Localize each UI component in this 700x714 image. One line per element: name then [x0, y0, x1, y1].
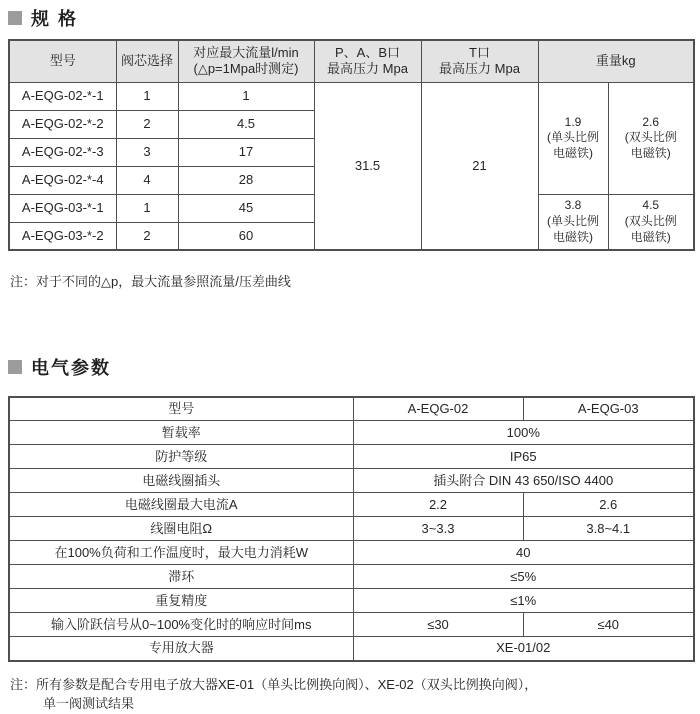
elec-row-duty-cycle — [9, 421, 694, 445]
elec-value-eqg03-cell: 2.6 — [523, 493, 694, 517]
elec-label-cell: 防护等级 — [9, 445, 353, 469]
weight-value: 2.6 — [642, 114, 660, 129]
elec-span-value-cell: 插头附合 DIN 43 650/ISO 4400 — [353, 469, 694, 493]
spec-spool-cell: 1 — [116, 194, 178, 222]
elec-label-cell: 线圈电阻Ω — [9, 517, 353, 541]
elec-span-value-cell: 40 — [353, 541, 694, 565]
spec-flow-cell: 4.5 — [178, 110, 314, 138]
elec-value-eqg02-cell: ≤30 — [353, 613, 523, 637]
elec-label-cell: 重复精度 — [9, 589, 353, 613]
elec-span-value-cell: ≤1% — [353, 589, 694, 613]
spec-flow-cell: 45 — [178, 194, 314, 222]
spec-model-cell: A-EQG-02-*-1 — [9, 82, 116, 110]
weight-value: 1.9 — [564, 114, 582, 129]
spec-header-pab-pressure — [314, 40, 421, 82]
spec-weight-eqg02-double-cell — [608, 82, 694, 194]
spec-header-model: 型号 — [9, 40, 116, 82]
spec-spool-cell: 1 — [116, 82, 178, 110]
spec-model-cell: A-EQG-02-*-2 — [9, 110, 116, 138]
elec-label-cell: 电磁线圈最大电流A — [9, 493, 353, 517]
spec-flow-cell: 17 — [178, 138, 314, 166]
electrical-section-title: 电气参数 — [31, 357, 111, 378]
spec-header-pab-line2: 最高压力 Mpa — [327, 61, 408, 77]
elec-label-cell: 专用放大器 — [9, 637, 353, 661]
spec-weight-eqg02-single-cell — [538, 82, 608, 194]
spec-header-row — [9, 40, 694, 82]
spec-header-spool: 阀芯选择 — [116, 40, 178, 82]
electrical-section-heading — [8, 354, 693, 380]
spec-header-flow — [178, 40, 314, 82]
spec-model-cell: A-EQG-03-*-2 — [9, 222, 116, 250]
spec-spool-cell: 3 — [116, 138, 178, 166]
elec-label-cell: 在100%负荷和工作温度时，最大电力消耗W — [9, 541, 353, 565]
weight-value: 4.5 — [642, 198, 660, 213]
elec-span-value-cell: XE-01/02 — [353, 637, 694, 661]
elec-row-coil-resistance — [9, 517, 694, 541]
square-bullet-icon — [8, 11, 22, 25]
spec-t-pressure-cell: 21 — [421, 82, 538, 250]
elec-value-eqg03-cell: 3.8~4.1 — [523, 517, 694, 541]
spec-weight-eqg03-single-cell — [538, 194, 608, 250]
spec-model-cell: A-EQG-02-*-3 — [9, 138, 116, 166]
spec-spool-cell: 2 — [116, 110, 178, 138]
elec-label-cell: 型号 — [9, 397, 353, 421]
elec-row-repeatability — [9, 589, 694, 613]
elec-row-coil-plug — [9, 469, 694, 493]
weight-label-line2: 电磁铁) — [553, 145, 593, 160]
spec-header-pab-line1: P、A、B口 — [334, 45, 400, 60]
weight-label-line2: 电磁铁) — [630, 145, 671, 160]
elec-value-eqg03-cell: ≤40 — [523, 613, 694, 637]
weight-label-line2: 电磁铁) — [630, 229, 671, 244]
elec-span-value-cell: IP65 — [353, 445, 694, 469]
weight-label-line1: (单头比例 — [547, 213, 599, 228]
elec-value-eqg02-cell: 2.2 — [353, 493, 523, 517]
elec-row-hysteresis — [9, 565, 694, 589]
spec-flow-cell: 60 — [178, 222, 314, 250]
spec-header-t-pressure — [421, 40, 538, 82]
elec-row-response-time — [9, 613, 694, 637]
square-bullet-icon — [8, 360, 22, 374]
weight-label-line2: 电磁铁) — [553, 229, 593, 244]
elec-row-max-current — [9, 493, 694, 517]
spec-header-t-line2: 最高压力 Mpa — [439, 61, 520, 77]
elec-row-amplifier — [9, 637, 694, 661]
spec-spool-cell: 2 — [116, 222, 178, 250]
spec-flow-cell: 1 — [178, 82, 314, 110]
spec-section-heading — [8, 5, 693, 31]
elec-span-value-cell: 100% — [353, 421, 694, 445]
spec-header-flow-line2: (△p=1Mpa时测定) — [193, 61, 299, 77]
elec-label-cell: 输入阶跃信号从0~100%变化时的响应时间ms — [9, 613, 353, 637]
spec-spool-cell: 4 — [116, 166, 178, 194]
elec-label-cell: 暂载率 — [9, 421, 353, 445]
electrical-note-line1: 注：所有参数是配合专用电子放大器XE-01（单头比例换向阀）、XE-02（双头比例换向阀）， — [10, 676, 538, 692]
elec-row-protection — [9, 445, 694, 469]
spec-flow-cell: 28 — [178, 166, 314, 194]
elec-value-eqg03-cell: A-EQG-03 — [523, 397, 694, 421]
weight-label-line1: (双头比例 — [624, 130, 677, 145]
elec-value-eqg02-cell: 3~3.3 — [353, 517, 523, 541]
weight-value: 3.8 — [564, 198, 582, 213]
electrical-note-line2: 单一阀测试结果 — [43, 695, 135, 711]
spec-table — [8, 39, 695, 251]
spec-header-t-line1: T口 — [469, 45, 490, 60]
spec-note: 注：对于不同的△p，最大流量参照流量/压差曲线 — [10, 274, 291, 289]
spec-model-cell: A-EQG-02-*-4 — [9, 166, 116, 194]
weight-label-line1: (单头比例 — [547, 130, 599, 145]
electrical-table — [8, 396, 695, 662]
elec-label-cell: 电磁线圈插头 — [9, 469, 353, 493]
spec-weight-eqg03-double-cell — [608, 194, 694, 250]
spec-model-cell: A-EQG-03-*-1 — [9, 194, 116, 222]
spec-row-1 — [9, 82, 694, 110]
spec-pab-pressure-cell: 31.5 — [314, 82, 421, 250]
weight-label-line1: (双头比例 — [624, 213, 677, 228]
electrical-note — [10, 676, 693, 714]
elec-row-model — [9, 397, 694, 421]
elec-span-value-cell: ≤5% — [353, 565, 694, 589]
spec-section-title: 规 格 — [31, 9, 79, 29]
spec-header-flow-line1: 对应最大流量l/min — [193, 45, 299, 60]
spec-header-weight: 重量kg — [538, 40, 694, 82]
elec-value-eqg02-cell: A-EQG-02 — [353, 397, 523, 421]
elec-label-cell: 滞环 — [9, 565, 353, 589]
elec-row-max-power — [9, 541, 694, 565]
